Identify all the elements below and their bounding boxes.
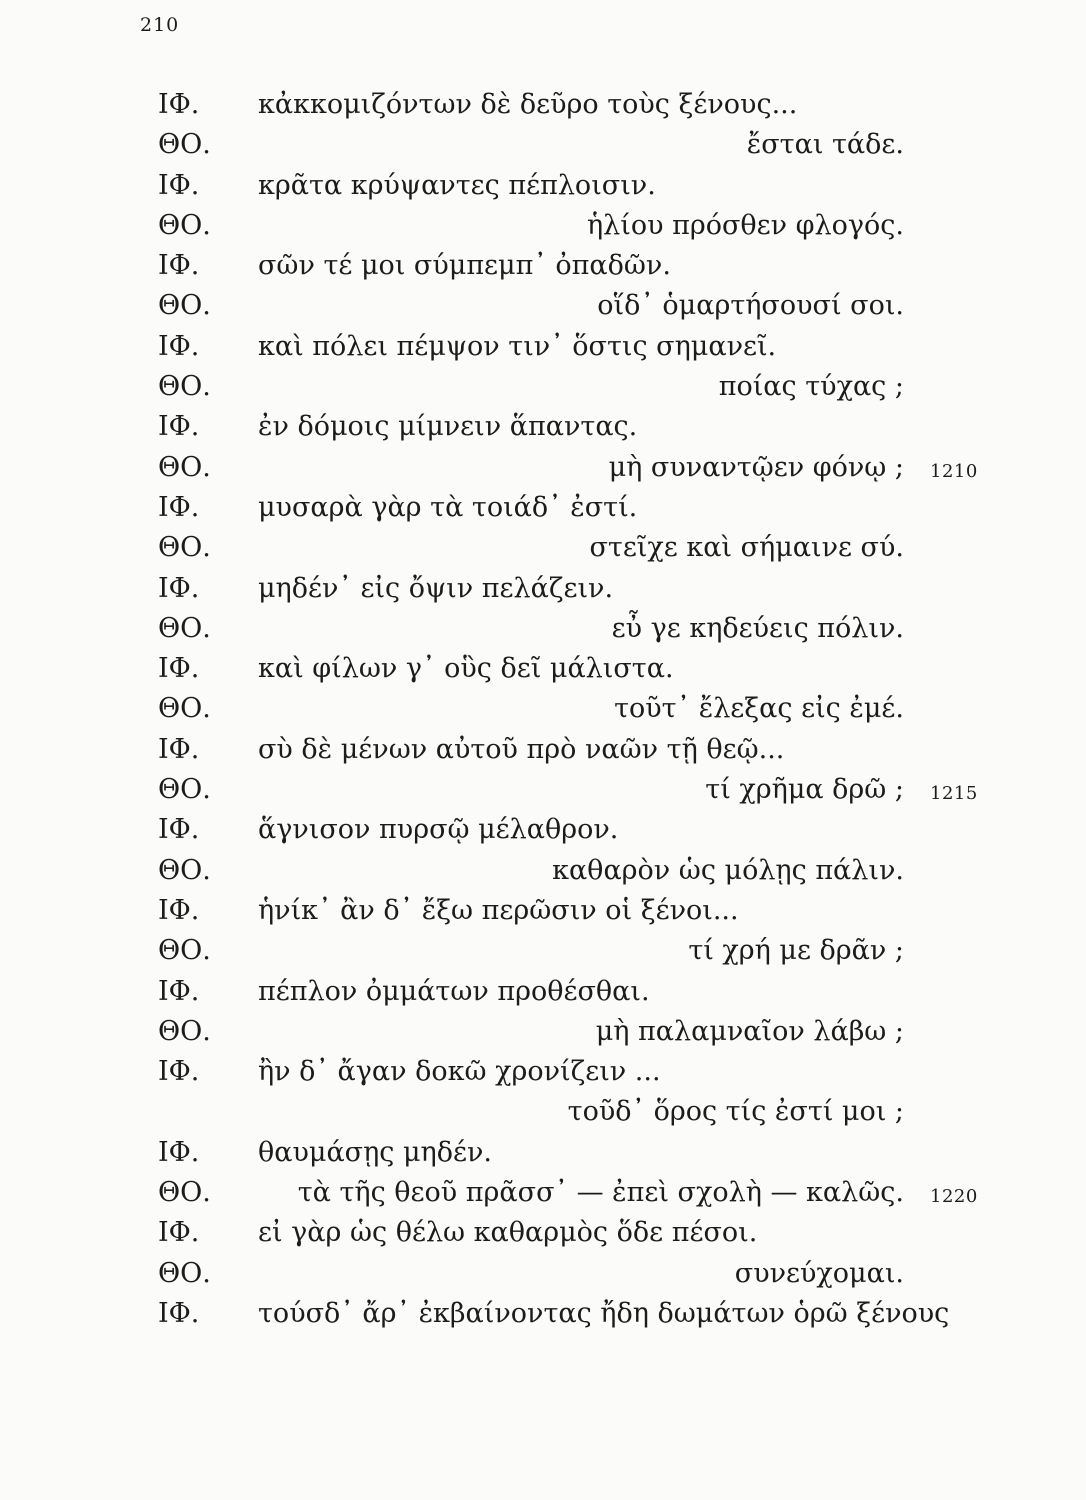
line-number: 1210 <box>930 460 978 482</box>
dialogue-line <box>0 1294 1086 1334</box>
dialogue-line <box>0 730 1086 770</box>
verse-text: τί χρῆμα δρῶ ; <box>705 774 904 806</box>
speaker-label: ΙΦ. <box>158 1056 200 1088</box>
verse-text: εὖ γε κηδεύεις πόλιν. <box>611 612 904 644</box>
dialogue-line <box>0 1012 1086 1052</box>
speaker-label: ΘΟ. <box>158 209 211 241</box>
dialogue-line <box>0 1092 1086 1132</box>
speaker-label: ΘΟ. <box>158 693 211 725</box>
verse-text: τί χρή με δρᾶν ; <box>688 935 904 967</box>
speaker-label: ΘΟ. <box>158 612 211 644</box>
dialogue-line <box>0 1213 1086 1253</box>
verse-text: κρᾶτα κρύψαντες πέπλοισιν. <box>258 169 656 201</box>
dialogue-line <box>0 851 1086 891</box>
dialogue-lines <box>0 85 1086 1334</box>
dialogue-line <box>0 1133 1086 1173</box>
verse-text: τοῦδ᾽ ὅρος τίς ἐστί μοι ; <box>567 1096 904 1128</box>
speaker-label: ΘΟ. <box>158 1257 211 1289</box>
verse-text: τὰ τῆς θεοῦ πρᾶσσ᾽ — ἐπεὶ σχολὴ — καλῶς. <box>297 1177 904 1209</box>
verse-text: καθαρὸν ὡς μόλῃς πάλιν. <box>552 854 904 886</box>
dialogue-line <box>0 569 1086 609</box>
verse-text: εἰ γὰρ ὡς θέλω καθαρμὸς ὅδε πέσοι. <box>258 1217 758 1249</box>
speaker-label: ΙΦ. <box>158 411 200 443</box>
verse-text: θαυμάσῃς μηδέν. <box>258 1136 492 1168</box>
verse-text: καὶ πόλει πέμψον τιν᾽ ὅστις σημανεῖ. <box>258 330 777 362</box>
dialogue-line <box>0 448 1086 488</box>
line-number: 1220 <box>930 1186 978 1208</box>
dialogue-line <box>0 85 1086 125</box>
speaker-label: ΘΟ. <box>158 532 211 564</box>
dialogue-line <box>0 246 1086 286</box>
dialogue-line <box>0 1052 1086 1092</box>
verse-text: μὴ συναντῷεν φόνῳ ; <box>608 451 904 483</box>
speaker-label: ΘΟ. <box>158 774 211 806</box>
verse-text: μὴ παλαμναῖον λάβω ; <box>595 1015 904 1047</box>
verse-text: ἡνίκ᾽ ἂν δ᾽ ἔξω περῶσιν οἱ ξένοι... <box>258 894 739 926</box>
verse-text: πέπλον ὀμμάτων προθέσθαι. <box>258 975 650 1007</box>
verse-text: ἅγνισον πυρσῷ μέλαθρον. <box>258 814 619 846</box>
speaker-label: ΙΦ. <box>158 169 200 201</box>
dialogue-line <box>0 609 1086 649</box>
speaker-label: ΘΟ. <box>158 290 211 322</box>
speaker-label: ΘΟ. <box>158 129 211 161</box>
speaker-label: ΙΦ. <box>158 491 200 523</box>
speaker-label: ΘΟ. <box>158 935 211 967</box>
page-number: 210 <box>140 14 180 36</box>
speaker-label: ΙΦ. <box>158 733 200 765</box>
verse-text: ἢν δ᾽ ἄγαν δοκῶ χρονίζειν ... <box>258 1056 661 1088</box>
dialogue-line <box>0 931 1086 971</box>
speaker-label: ΙΦ. <box>158 975 200 1007</box>
speaker-label: ΘΟ. <box>158 451 211 483</box>
dialogue-line <box>0 1173 1086 1213</box>
dialogue-line <box>0 327 1086 367</box>
speaker-label: ΘΟ. <box>158 371 211 403</box>
verse-text: μυσαρὰ γὰρ τὰ τοιάδ᾽ ἐστί. <box>258 491 638 523</box>
speaker-label: ΘΟ. <box>158 854 211 886</box>
dialogue-line <box>0 488 1086 528</box>
dialogue-line <box>0 206 1086 246</box>
speaker-label: ΘΟ. <box>158 1015 211 1047</box>
verse-text: κἀκκομιζόντων δὲ δεῦρο τοὺς ξένους... <box>258 89 798 120</box>
verse-text: σὺ δὲ μένων αὐτοῦ πρὸ ναῶν τῇ θεῷ... <box>258 733 785 765</box>
speaker-label: ΙΦ. <box>158 250 200 282</box>
dialogue-line <box>0 286 1086 326</box>
verse-text: ἡλίου πρόσθεν φλογός. <box>586 209 904 241</box>
speaker-label: ΘΟ. <box>158 1177 211 1209</box>
speaker-label: ΙΦ. <box>158 330 200 362</box>
dialogue-line <box>0 125 1086 165</box>
dialogue-line <box>0 689 1086 729</box>
verse-text: τούσδ᾽ ἄρ᾽ ἐκβαίνοντας ἤδη δωμάτων ὁρῶ ξένους <box>258 1297 950 1329</box>
dialogue-line <box>0 972 1086 1012</box>
speaker-label: ΙΦ. <box>158 89 200 120</box>
speaker-label: ΙΦ. <box>158 653 200 685</box>
verse-text: ἐν δόμοις μίμνειν ἅπαντας. <box>258 411 638 443</box>
dialogue-line <box>0 649 1086 689</box>
verse-text: στεῖχε καὶ σήμαινε σύ. <box>589 532 904 564</box>
verse-text: καὶ φίλων γ᾽ οὓς δεῖ μάλιστα. <box>258 653 674 685</box>
dialogue-line <box>0 770 1086 810</box>
line-number: 1215 <box>930 783 978 805</box>
dialogue-line <box>0 407 1086 447</box>
dialogue-line <box>0 1254 1086 1294</box>
verse-text: σῶν τέ μοι σύμπεμπ᾽ ὀπαδῶν. <box>258 250 671 282</box>
speaker-label: ΙΦ. <box>158 1297 200 1329</box>
speaker-label: ΙΦ. <box>158 1136 200 1168</box>
verse-text: μηδέν᾽ εἰς ὄψιν πελάζειν. <box>258 572 614 604</box>
speaker-label: ΙΦ. <box>158 814 200 846</box>
verse-text: ποίας τύχας ; <box>718 371 904 403</box>
speaker-label: ΙΦ. <box>158 572 200 604</box>
verse-text: συνεύχομαι. <box>734 1257 904 1289</box>
verse-text: οἵδ᾽ ὁμαρτήσουσί σοι. <box>597 290 904 322</box>
dialogue-line <box>0 810 1086 850</box>
verse-text: τοῦτ᾽ ἔλεξας εἰς ἐμέ. <box>614 693 904 725</box>
speaker-label: ΙΦ. <box>158 1217 200 1249</box>
dialogue-line <box>0 528 1086 568</box>
dialogue-line <box>0 367 1086 407</box>
verse-text: ἔσται τάδε. <box>746 129 904 161</box>
dialogue-line <box>0 891 1086 931</box>
dialogue-line <box>0 166 1086 206</box>
speaker-label: ΙΦ. <box>158 894 200 926</box>
